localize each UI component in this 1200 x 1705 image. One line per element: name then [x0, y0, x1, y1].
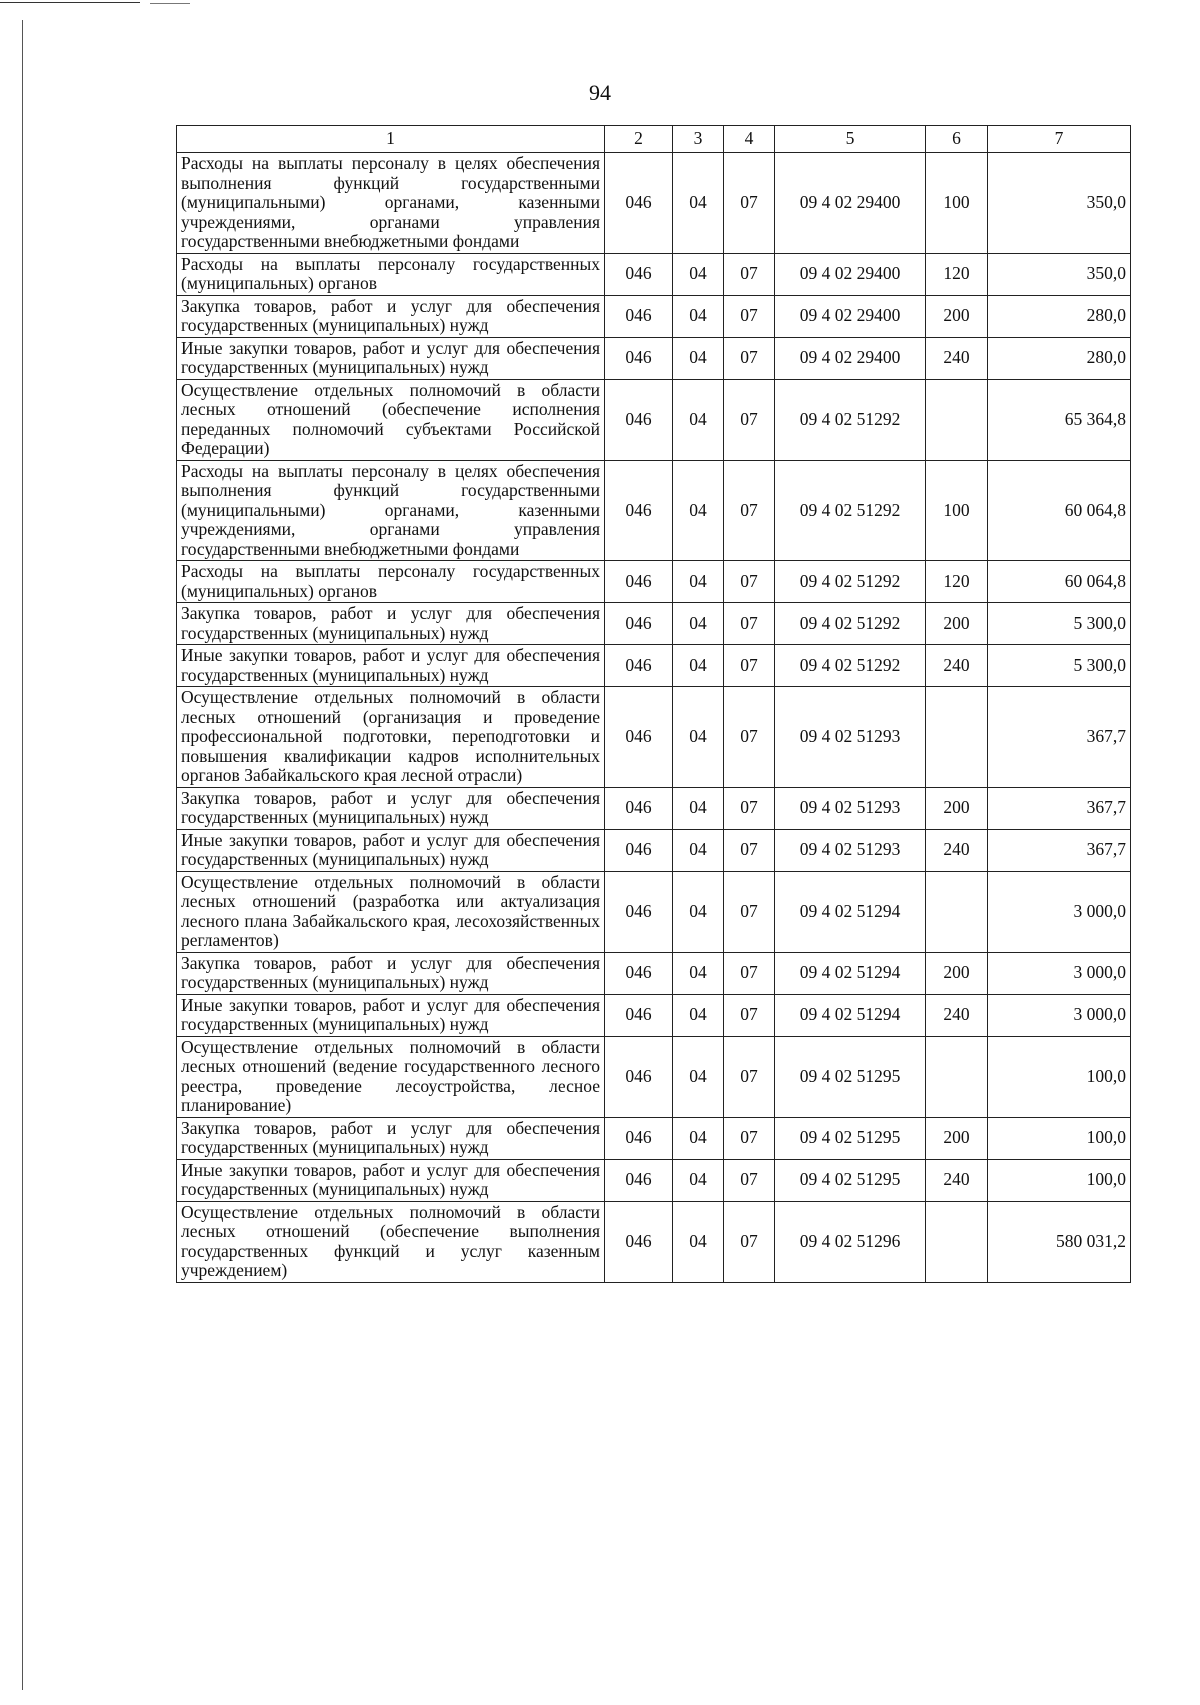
ministry-code: 046	[605, 1036, 673, 1117]
expense-description: Иные закупки товаров, работ и услуг для обеспечения государственных (муниципальных) нужд	[177, 829, 605, 871]
expense-type-code	[926, 1036, 988, 1117]
section-code: 04	[673, 1159, 724, 1201]
amount: 280,0	[988, 295, 1131, 337]
amount: 350,0	[988, 153, 1131, 254]
expense-description: Иные закупки товаров, работ и услуг для обеспечения государственных (муниципальных) нужд	[177, 337, 605, 379]
ministry-code: 046	[605, 153, 673, 254]
target-article-code: 09 4 02 51294	[775, 994, 926, 1036]
table-row	[177, 460, 1131, 561]
target-article-code: 09 4 02 51294	[775, 952, 926, 994]
table-row	[177, 952, 1131, 994]
section-code: 04	[673, 871, 724, 952]
expense-description: Иные закупки товаров, работ и услуг для обеспечения государственных (муниципальных) нужд	[177, 645, 605, 687]
header-col-7: 7	[988, 126, 1131, 153]
expense-description: Расходы на выплаты персоналу государственных (муниципальных) органов	[177, 253, 605, 295]
subsection-code: 07	[724, 603, 775, 645]
section-code: 04	[673, 561, 724, 603]
subsection-code: 07	[724, 1201, 775, 1282]
amount: 60 064,8	[988, 561, 1131, 603]
ministry-code: 046	[605, 787, 673, 829]
amount: 3 000,0	[988, 952, 1131, 994]
expense-description: Осуществление отдельных полномочий в области лесных отношений (обеспечение исполнения переданных полномочий субъектами Российской Федерации)	[177, 379, 605, 460]
expense-description: Расходы на выплаты персоналу в целях обеспечения выполнения функций государственными (муниципальными) органами, казенными учреждениями, органами управления государственными внебюджетными фондами	[177, 153, 605, 254]
expense-description: Закупка товаров, работ и услуг для обеспечения государственных (муниципальных) нужд	[177, 1117, 605, 1159]
ministry-code: 046	[605, 1117, 673, 1159]
scan-edge-mark	[0, 2, 140, 3]
subsection-code: 07	[724, 1036, 775, 1117]
subsection-code: 07	[724, 253, 775, 295]
ministry-code: 046	[605, 1159, 673, 1201]
header-col-4: 4	[724, 126, 775, 153]
target-article-code: 09 4 02 51295	[775, 1036, 926, 1117]
subsection-code: 07	[724, 829, 775, 871]
expense-description: Иные закупки товаров, работ и услуг для обеспечения государственных (муниципальных) нужд	[177, 1159, 605, 1201]
expense-description: Закупка товаров, работ и услуг для обеспечения государственных (муниципальных) нужд	[177, 787, 605, 829]
section-code: 04	[673, 1201, 724, 1282]
subsection-code: 07	[724, 561, 775, 603]
ministry-code: 046	[605, 1201, 673, 1282]
amount: 65 364,8	[988, 379, 1131, 460]
table-row	[177, 1159, 1131, 1201]
expense-type-code	[926, 1201, 988, 1282]
subsection-code: 07	[724, 295, 775, 337]
section-code: 04	[673, 379, 724, 460]
expense-description: Расходы на выплаты персоналу в целях обеспечения выполнения функций государственными (муниципальными) органами, казенными учреждениями, органами управления государственными внебюджетными фондами	[177, 460, 605, 561]
amount: 3 000,0	[988, 871, 1131, 952]
target-article-code: 09 4 02 51292	[775, 561, 926, 603]
expense-type-code: 240	[926, 337, 988, 379]
section-code: 04	[673, 1117, 724, 1159]
target-article-code: 09 4 02 29400	[775, 153, 926, 254]
target-article-code: 09 4 02 51292	[775, 460, 926, 561]
ministry-code: 046	[605, 337, 673, 379]
amount: 100,0	[988, 1159, 1131, 1201]
expense-description: Осуществление отдельных полномочий в области лесных отношений (организация и проведение профессиональной подготовки, переподготовки и повышения квалификации кадров исполнительных органов Забайкальского края лесной отрасли)	[177, 687, 605, 788]
amount: 350,0	[988, 253, 1131, 295]
table-row	[177, 1201, 1131, 1282]
target-article-code: 09 4 02 29400	[775, 253, 926, 295]
expense-type-code: 200	[926, 952, 988, 994]
subsection-code: 07	[724, 460, 775, 561]
ministry-code: 046	[605, 603, 673, 645]
subsection-code: 07	[724, 379, 775, 460]
expense-description: Осуществление отдельных полномочий в области лесных отношений (разработка или актуализация лесного плана Забайкальского края, лесохозяйственных регламентов)	[177, 871, 605, 952]
expense-type-code: 200	[926, 787, 988, 829]
table-row	[177, 379, 1131, 460]
target-article-code: 09 4 02 51293	[775, 829, 926, 871]
amount: 100,0	[988, 1117, 1131, 1159]
table-row	[177, 603, 1131, 645]
expense-type-code: 200	[926, 295, 988, 337]
header-col-5: 5	[775, 126, 926, 153]
subsection-code: 07	[724, 687, 775, 788]
expense-type-code: 120	[926, 561, 988, 603]
ministry-code: 046	[605, 687, 673, 788]
expense-type-code: 240	[926, 645, 988, 687]
target-article-code: 09 4 02 51293	[775, 787, 926, 829]
page-number: 94	[589, 80, 611, 105]
table-row	[177, 994, 1131, 1036]
target-article-code: 09 4 02 51296	[775, 1201, 926, 1282]
amount: 280,0	[988, 337, 1131, 379]
ministry-code: 046	[605, 561, 673, 603]
expense-type-code: 200	[926, 603, 988, 645]
section-code: 04	[673, 295, 724, 337]
expense-type-code	[926, 871, 988, 952]
subsection-code: 07	[724, 1117, 775, 1159]
amount: 5 300,0	[988, 603, 1131, 645]
amount: 60 064,8	[988, 460, 1131, 561]
budget-table	[176, 125, 1131, 1283]
table-row	[177, 295, 1131, 337]
section-code: 04	[673, 1036, 724, 1117]
amount: 100,0	[988, 1036, 1131, 1117]
expense-type-code: 100	[926, 460, 988, 561]
section-code: 04	[673, 460, 724, 561]
table-row	[177, 1117, 1131, 1159]
subsection-code: 07	[724, 153, 775, 254]
scan-edge-line	[22, 20, 23, 1690]
table-row	[177, 153, 1131, 254]
expense-type-code: 100	[926, 153, 988, 254]
scan-edge-mark	[150, 3, 190, 4]
subsection-code: 07	[724, 994, 775, 1036]
section-code: 04	[673, 153, 724, 254]
subsection-code: 07	[724, 871, 775, 952]
subsection-code: 07	[724, 337, 775, 379]
ministry-code: 046	[605, 829, 673, 871]
section-code: 04	[673, 829, 724, 871]
target-article-code: 09 4 02 51295	[775, 1159, 926, 1201]
expense-type-code	[926, 687, 988, 788]
ministry-code: 046	[605, 460, 673, 561]
expense-description: Осуществление отдельных полномочий в области лесных отношений (ведение государственного лесного реестра, проведение лесоустройства, лесное планирование)	[177, 1036, 605, 1117]
subsection-code: 07	[724, 645, 775, 687]
section-code: 04	[673, 603, 724, 645]
ministry-code: 046	[605, 379, 673, 460]
table-row	[177, 687, 1131, 788]
expense-description: Расходы на выплаты персоналу государственных (муниципальных) органов	[177, 561, 605, 603]
amount: 367,7	[988, 687, 1131, 788]
table-row	[177, 253, 1131, 295]
target-article-code: 09 4 02 51295	[775, 1117, 926, 1159]
amount: 5 300,0	[988, 645, 1131, 687]
expense-description: Закупка товаров, работ и услуг для обеспечения государственных (муниципальных) нужд	[177, 603, 605, 645]
section-code: 04	[673, 253, 724, 295]
expense-type-code: 240	[926, 994, 988, 1036]
expense-type-code: 240	[926, 829, 988, 871]
amount: 367,7	[988, 829, 1131, 871]
table-row	[177, 871, 1131, 952]
expense-description: Закупка товаров, работ и услуг для обеспечения государственных (муниципальных) нужд	[177, 295, 605, 337]
table-row	[177, 787, 1131, 829]
target-article-code: 09 4 02 51294	[775, 871, 926, 952]
section-code: 04	[673, 994, 724, 1036]
amount: 367,7	[988, 787, 1131, 829]
expense-type-code	[926, 379, 988, 460]
ministry-code: 046	[605, 994, 673, 1036]
ministry-code: 046	[605, 645, 673, 687]
target-article-code: 09 4 02 51293	[775, 687, 926, 788]
table-row	[177, 1036, 1131, 1117]
table-row	[177, 645, 1131, 687]
ministry-code: 046	[605, 952, 673, 994]
subsection-code: 07	[724, 952, 775, 994]
section-code: 04	[673, 337, 724, 379]
section-code: 04	[673, 952, 724, 994]
subsection-code: 07	[724, 787, 775, 829]
target-article-code: 09 4 02 51292	[775, 645, 926, 687]
section-code: 04	[673, 687, 724, 788]
table-header-row	[177, 126, 1131, 153]
expense-description: Иные закупки товаров, работ и услуг для обеспечения государственных (муниципальных) нужд	[177, 994, 605, 1036]
target-article-code: 09 4 02 51292	[775, 603, 926, 645]
target-article-code: 09 4 02 29400	[775, 295, 926, 337]
target-article-code: 09 4 02 51292	[775, 379, 926, 460]
target-article-code: 09 4 02 29400	[775, 337, 926, 379]
amount: 3 000,0	[988, 994, 1131, 1036]
amount: 580 031,2	[988, 1201, 1131, 1282]
ministry-code: 046	[605, 253, 673, 295]
section-code: 04	[673, 645, 724, 687]
section-code: 04	[673, 787, 724, 829]
header-col-1: 1	[177, 126, 605, 153]
expense-type-code: 120	[926, 253, 988, 295]
table-row	[177, 337, 1131, 379]
subsection-code: 07	[724, 1159, 775, 1201]
table-row	[177, 561, 1131, 603]
expense-type-code: 240	[926, 1159, 988, 1201]
expense-description: Закупка товаров, работ и услуг для обеспечения государственных (муниципальных) нужд	[177, 952, 605, 994]
expense-description: Осуществление отдельных полномочий в области лесных отношений (обеспечение выполнения государственных функций и услуг казенным учреждением)	[177, 1201, 605, 1282]
header-col-2: 2	[605, 126, 673, 153]
table-row	[177, 829, 1131, 871]
header-col-3: 3	[673, 126, 724, 153]
ministry-code: 046	[605, 871, 673, 952]
expense-type-code: 200	[926, 1117, 988, 1159]
ministry-code: 046	[605, 295, 673, 337]
header-col-6: 6	[926, 126, 988, 153]
